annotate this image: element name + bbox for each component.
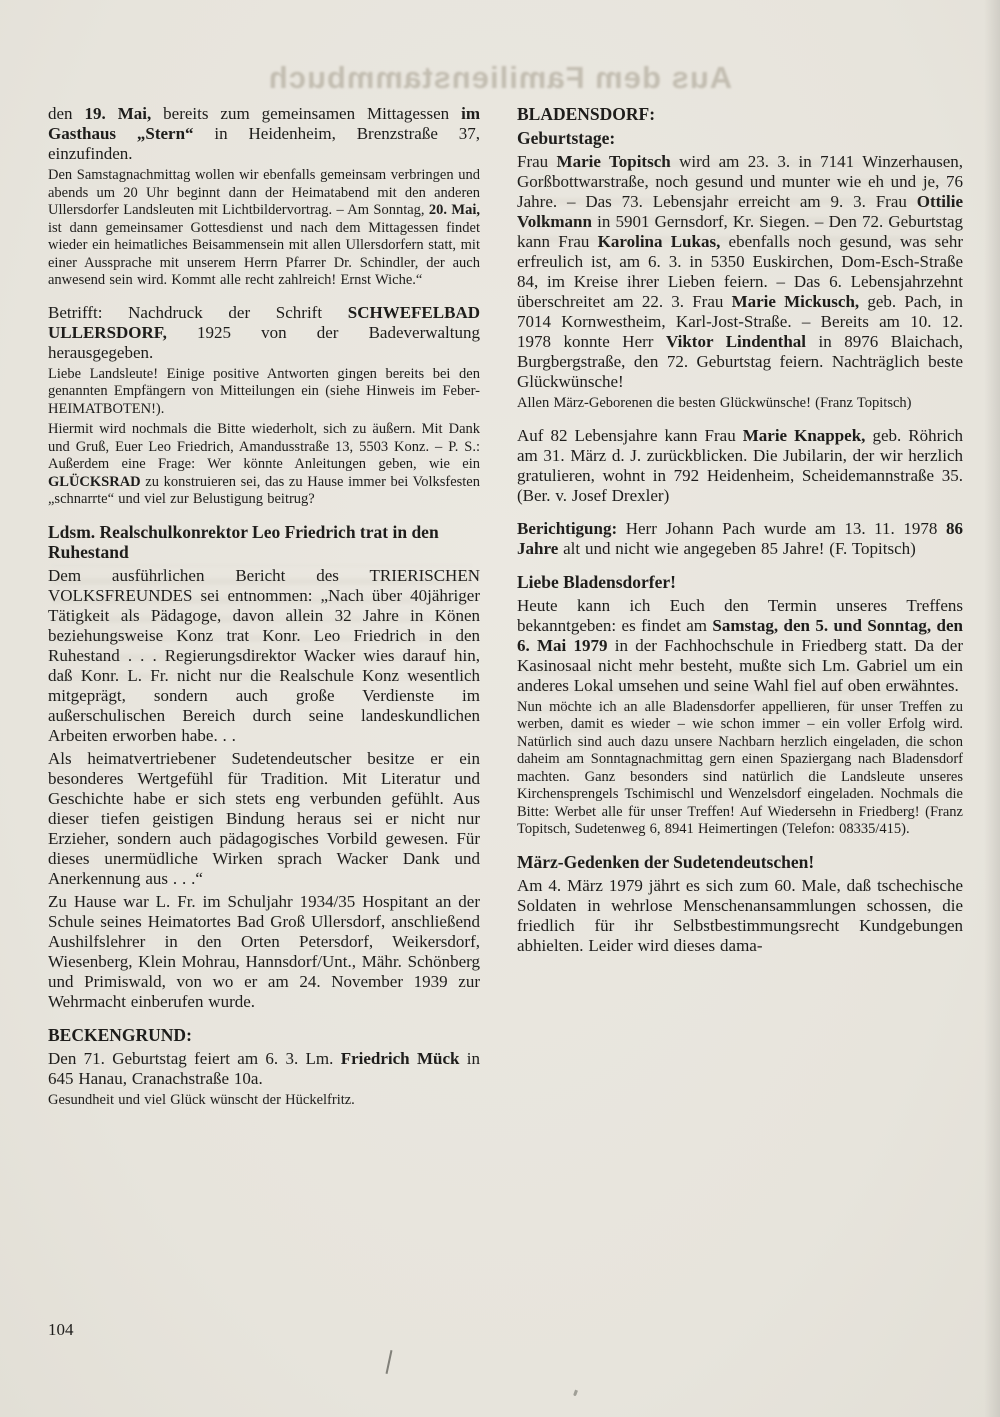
section-heading xyxy=(48,1025,480,1045)
body-text: Liebe Landsleute! Einige positive Antworten gingen bereits bei den genannten Empfängern von Mitteilungen ein (siehe Hinweis im Feber-HEIMATBOTEN!). xyxy=(48,365,480,417)
emphasis-text: Marie Topitsch xyxy=(556,152,671,171)
body-text: bereits zum gemeinsamen Mittagessen xyxy=(151,104,462,123)
body-text: Gesundheit und viel Glück wünscht der Hückelfritz. xyxy=(48,1091,355,1108)
paragraph xyxy=(517,876,963,956)
body-text: in 5901 Gernsdorf, Kr. Siegen. – Den 72. Geburtstag kann Frau xyxy=(517,212,963,251)
page-number: 104 xyxy=(48,1320,74,1339)
body-text: Liebe Bladensdorfer! xyxy=(517,571,676,592)
body-text: alt und nicht wie angegeben 85 Jahre! (F. Topitsch) xyxy=(558,538,916,558)
crease-mark xyxy=(386,1350,393,1374)
paragraph xyxy=(48,104,480,164)
emphasis-text: im Gasthaus „Stern“ xyxy=(48,104,481,143)
body-text: BECKENGRUND: xyxy=(48,1024,192,1045)
body-text: zu konstruieren sei, das zu Hause immer bei Volksfesten „schnarrte“ und viel zur Belustigung beitrug? xyxy=(48,473,480,507)
paragraph xyxy=(517,596,963,696)
section-heading xyxy=(517,104,963,124)
body-text: den xyxy=(48,104,85,123)
body-text: Als heimatvertriebener Sudetendeutscher besitze er ein besonderes Wertgefühl für Tradition. Mit Literatur und Geschichte habe er sich stets eng verbunden gefühlt. Aus dieser tiefen geistigen Bindung heraus sei er nicht nur Erzieher, sondern auch pädagogisches Vorbild gewesen. Für dieses unermüdliche Wirken sprach Wacker Dank und Anerkennung aus . . .“ xyxy=(48,748,480,888)
emphasis-text: Ottilie Volkmann xyxy=(517,192,963,231)
paragraph xyxy=(48,366,480,419)
body-text: Zu Hause war L. Fr. im Schuljahr 1934/35 Hospitant an der Schule seines Heimatortes Bad Groß Ullersdorf, anschließend Aushilfslehrer in den Orten Petersdorf, Weikersdorf, Wiesenberg, Klein Mohrau, Hannsdorf/Unt., Mähr. Schönberg und Primiswald, von wo er am 24. November 1939 zur Wehrmacht einberufen wurde. xyxy=(48,891,480,1011)
body-text: Den Samstagnachmittag wollen wir ebenfalls gemeinsam verbringen und abends um 20 Uhr beginnt dann der Heimatabend mit den anderen Ullersdorfer Landsleuten mit Lichtbildervortrag. – Am Sonntag, xyxy=(48,167,480,218)
body-text: ist dann gemeinsamer Gottesdienst und nach dem Mittagessen findet wieder ein heimatliches Beisammensein mit allen Ullersdorfern statt, mit einer Aussprache mit unserem Herrn Pfarrer Dr. Schindler, der auch anwesend sein wird. Kommt alle recht zahlreich! Ernst Wiche.“ xyxy=(48,219,480,288)
body-text: Ldsm. Realschulkonrektor Leo Friedrich trat in den Ruhestand xyxy=(48,521,439,562)
body-text: in Heidenheim, Brenzstraße 37, einzufinden. xyxy=(48,124,480,163)
body-text: Betrifft: Nachdruck der Schrift xyxy=(48,302,348,322)
paragraph xyxy=(48,566,480,746)
body-text: Geburtstage: xyxy=(517,128,616,148)
emphasis-text: Berichtigung: xyxy=(517,518,618,538)
emphasis-text: SCHWEFELBAD ULLERSDORF, xyxy=(48,302,480,342)
emphasis-text: Samstag, den 5. und Sonntag, den 6. Mai 1979 xyxy=(517,615,963,655)
section-heading xyxy=(517,852,963,872)
emphasis-text: Viktor Lindenthal xyxy=(665,332,806,351)
body-text: Nun möchte ich an alle Bladensdorfer appellieren, für unser Treffen zu werben, damit es wieder – wie schon immer – ein voller Erfolg wird. Natürlich sind auch dazu unsere Nachbarn herzlich eingeladen, die schon daheim am Sonntagnachmittag gern einen Spaziergang nach Bladensdorf machten. Ganz besonders sind natürlich die Landsleute unseres Kirchensprengels Tschimischl und Wenzelsdorf eingeladen. Nochmals die Bitte: Werbet alle für unser Treffen! Auf Wiedersehn in Friedberg! (Franz Topitsch, Sudetenweg 6, 8941 Heimertingen (Telefon: 08335/415). xyxy=(517,698,963,837)
paragraph xyxy=(48,303,480,363)
body-text: Am 4. März 1979 jährt es sich zum 60. Male, daß tschechische Soldaten in wehrlose Menschenansammlungen schossen, die friedlich für ihr Selbstbestimmungsrecht Kundgebungen abhielten. Leider wird dieses dama- xyxy=(517,875,963,955)
paragraph xyxy=(48,421,480,509)
emphasis-text: 19. Mai, xyxy=(84,104,152,123)
body-text: Hiermit wird nochmals die Bitte wiederholt, sich zu äußern. Mit Dank und Gruß, Euer Leo Friedrich, Amandusstraße 13, 5503 Konz. – P. S.: Außerdem eine Frage: Wer könnte Anleitungen geben, wie ein xyxy=(48,421,480,472)
paragraph xyxy=(517,699,963,839)
paragraph xyxy=(48,749,480,889)
body-text: Auf 82 Lebensjahre kann Frau xyxy=(517,425,743,445)
body-text: in 645 Hanau, Cranachstraße 10a. xyxy=(48,1048,480,1088)
emphasis-text: Marie Mickusch, xyxy=(731,292,860,311)
body-text: Frau xyxy=(517,152,557,171)
body-text: BLADENSDORF: xyxy=(517,104,656,124)
body-text: in der Fachhochschule in Friedberg statt. Da der Kasinosaal nicht mehr besteht, mußte sich Lm. Gabriel um ein anderes Lokal umsehen und seine Wahl fiel auf oben erwähntes. xyxy=(517,635,963,695)
paragraph xyxy=(48,1092,480,1110)
body-text: Dem ausführlichen Bericht des TRIERISCHEN VOLKSFREUNDES sei entnommen: „Nach über 40jähriger Tätigkeit als Pädagoge, davon allein 32 Jahre in Könen beziehungsweise Konz trat Konr. Leo Friedrich in den Ruhestand . . . Regierungsdirektor Wacker wies darauf hin, daß Konr. L. Fr. nicht nur die Realschule Konz wesentlich mitgeprägt, sondern auch große Verdienste im außerschulischen Bereich durch seine landeskundlichen Arbeiten erworben habe. . . xyxy=(48,565,480,745)
emphasis-text: Friedrich Mück xyxy=(340,1048,460,1068)
paragraph xyxy=(517,519,963,559)
paragraph xyxy=(517,426,963,506)
body-text: geb. Röhrich am 31. März d. J. zurückblicken. Die Jubilarin, der wir herzlich gratulieren, wohnt in 792 Heidenheim, Scheidemannstraße 35. (Ber. v. Josef Drexler) xyxy=(517,425,964,505)
body-text: Allen März-Geborenen die besten Glückwünsche! (Franz Topitsch) xyxy=(517,395,912,411)
body-text: Heute kann ich Euch den Termin unseres Treffens bekanntgeben: es findet am xyxy=(517,595,963,635)
emphasis-text: 20. Mai, xyxy=(428,202,480,218)
emphasis-text: Karolina Lukas, xyxy=(597,232,721,251)
body-text: 1925 von der Badeverwaltung herausgegeben. xyxy=(48,322,480,362)
right-column xyxy=(517,104,963,1112)
bleedthrough-title: Aus dem Familienstammbuch xyxy=(267,60,733,95)
body-text: Den 71. Geburtstag feiert am 6. 3. Lm. xyxy=(48,1048,341,1068)
body-text: wird am 23. 3. in 7141 Winzerhausen, Gorßbottwarstraße, noch gesund und munter wie eh und je, 76 Jahre. – Das 73. Lebensjahr erreicht am 9. 3. Frau xyxy=(517,152,964,211)
body-text: ebenfalls noch gesund, was sehr erfreulich ist, am 6. 3. in 5350 Euskirchen, Dom-Esch-Straße 84, im Kreise ihrer Lieben feiern. – Das 6. Lebensjahrzehnt überschreitet am 22. 3. Frau xyxy=(517,232,963,311)
paragraph xyxy=(517,395,963,413)
body-text: in 8976 Blaichach, Burgbergstraße, den 72. Geburtstag feiern. Nachträglich beste Glückwünsche! xyxy=(517,332,963,391)
emphasis-text: GLÜCKSRAD xyxy=(48,473,141,490)
section-heading xyxy=(48,522,480,562)
body-text: März-Gedenken der Sudetendeutschen! xyxy=(517,851,815,872)
emphasis-text: 86 Jahre xyxy=(517,518,963,558)
section-heading xyxy=(517,128,963,148)
body-text: Herr Johann Pach wurde am 13. 11. 1978 xyxy=(617,518,946,538)
paragraph xyxy=(517,152,963,392)
paragraph xyxy=(48,167,480,290)
emphasis-text: Marie Knappek, xyxy=(742,425,866,445)
paragraph xyxy=(48,1049,480,1089)
body-text: geb. Pach, in 7014 Kornwestheim, Karl-Jost-Straße. – Bereits am 10. 12. 1978 konnte Herr xyxy=(517,292,963,351)
ink-speck xyxy=(573,1390,578,1397)
section-heading xyxy=(517,572,963,592)
paragraph xyxy=(48,892,480,1012)
left-column xyxy=(48,104,480,1112)
